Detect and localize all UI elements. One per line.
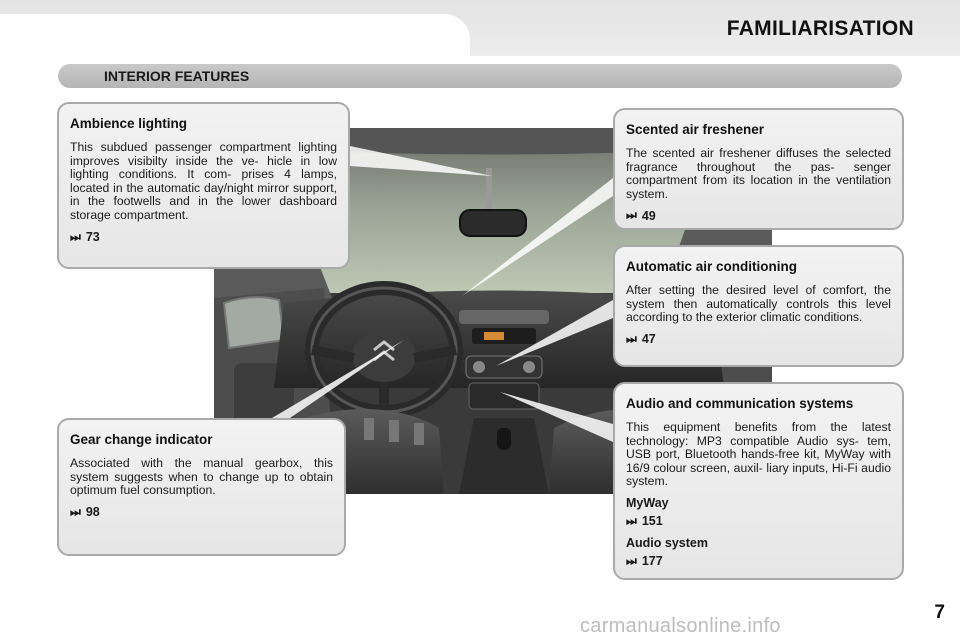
audio-system-page-reference[interactable] (626, 554, 891, 569)
scented-air-freshener-text: The scented air freshener diffuses the selected fragrance throughout the pas- senger compartment from its location in the ventilation system. (626, 146, 891, 201)
aircon-page-reference[interactable] (626, 332, 891, 347)
ambience-page-reference[interactable] (70, 230, 337, 245)
audio-communication-text: This equipment benefits from the latest technology: MP3 compatible Audio sys- tem, USB port, Bluetooth hands-free kit, MyWay with 16/9 colour screen, auxil- liary inputs, Hi-Fi audio system. (626, 420, 891, 489)
watermark: carmanualsonline.info (580, 615, 781, 637)
section-title: INTERIOR FEATURES (104, 68, 250, 84)
ambience-lighting-text: This subdued passenger compartment lighting improves visibilty inside the ve- hicle in low lighting conditions. It com- prises 4 lamps, located in the automatic day/night mirror support, in the footwells and in the lower dashboard storage compartment. (70, 140, 337, 222)
scented-air-freshener-card (613, 108, 904, 230)
page-reference-arrow-icon: ⏭ (626, 331, 636, 346)
scented-air-freshener-title: Scented air freshener (626, 122, 765, 137)
audio-system-page-number: 177 (641, 554, 663, 569)
page-reference-arrow-icon: ⏭ (70, 229, 80, 244)
myway-page-number: 151 (641, 514, 663, 529)
gear-change-page-reference[interactable] (70, 505, 333, 520)
page-reference-arrow-icon: ⏭ (626, 553, 636, 568)
page-number: 7 (934, 602, 945, 623)
page-reference-arrow-icon: ⏭ (626, 208, 636, 223)
ambience-page-number: 73 (85, 230, 100, 245)
automatic-air-conditioning-card (613, 245, 904, 367)
chapter-title: FAMILIARISATION (726, 17, 914, 40)
scented-page-number: 49 (641, 208, 656, 223)
air-conditioning-title: Automatic air conditioning (626, 259, 797, 274)
air-conditioning-text: After setting the desired level of comfort, the system then automatically controls this level according to the exterior climatic conditions. (626, 283, 891, 325)
gear-change-title: Gear change indicator (70, 432, 213, 447)
myway-label: MyWay (626, 495, 669, 510)
myway-page-reference[interactable] (626, 514, 891, 529)
gear-change-text: Associated with the manual gearbox, this system suggests when to change up to obtain optimum fuel consumption. (70, 456, 333, 498)
ambience-lighting-card (57, 102, 350, 269)
ambience-lighting-title: Ambience lighting (70, 116, 188, 131)
audio-communication-card (613, 382, 904, 580)
page-reference-arrow-icon: ⏭ (70, 504, 80, 519)
scented-page-reference[interactable] (626, 208, 891, 223)
gear-change-page-number: 98 (85, 505, 100, 520)
audio-communication-title: Audio and communication systems (626, 396, 854, 411)
page-reference-arrow-icon: ⏭ (626, 513, 636, 528)
audio-system-label: Audio system (626, 535, 708, 550)
aircon-page-number: 47 (641, 332, 656, 347)
gear-change-indicator-card (57, 418, 346, 556)
